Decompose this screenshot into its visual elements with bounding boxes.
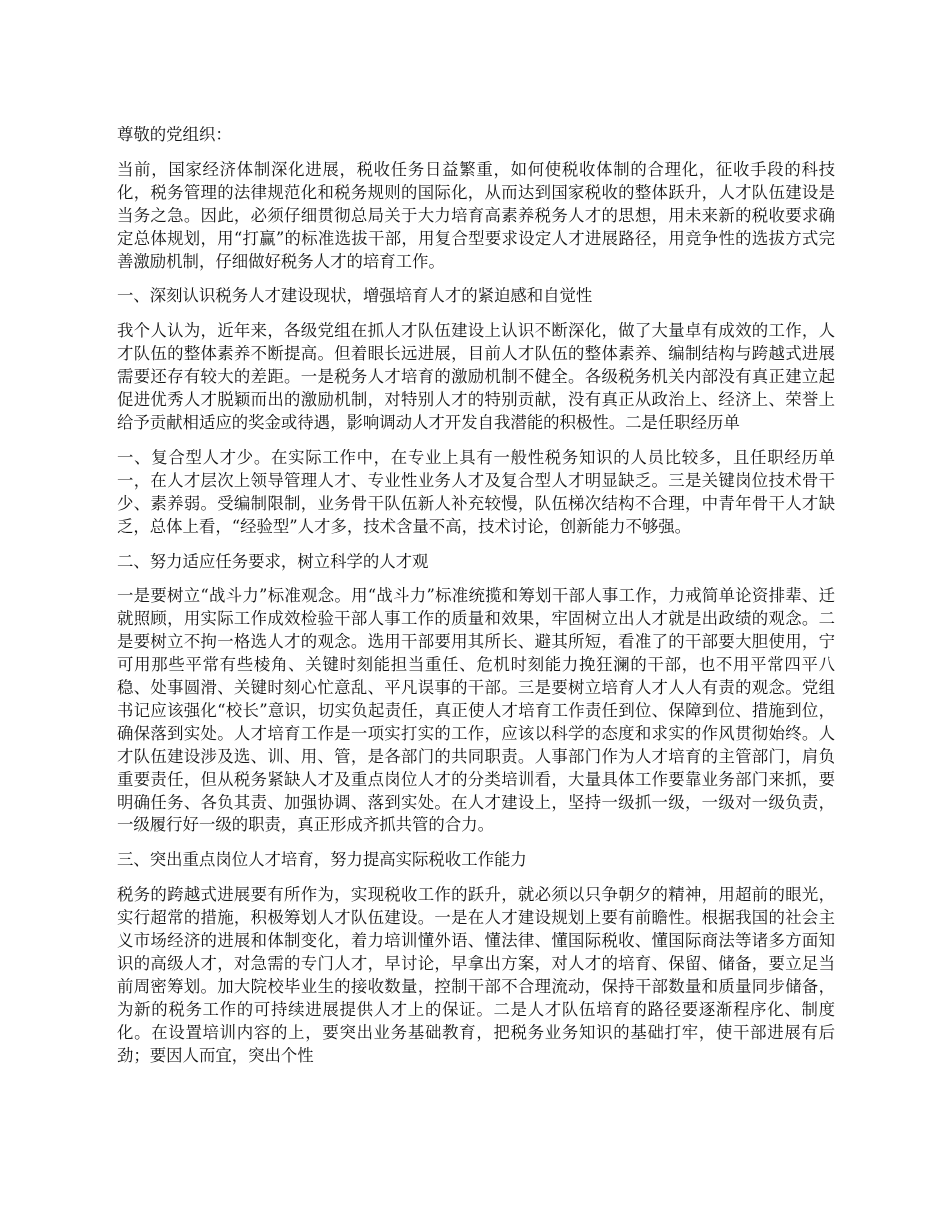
salutation: 尊敬的党组织： xyxy=(117,125,232,144)
document-body xyxy=(117,124,835,1080)
section-3-paragraph: 税务的跨越式进展要有所作为，实现税收工作的跃升，就必须以只争朝夕的精神，用超前的眼光，实行超常的措施，积极筹划人才队伍建设。一是在人才建设规划上要有前瞻性。根据我国的社会主义市场经济的进展和体制变化，着力培训懂外语、懂法律、懂国际税收、懂国际商法等诸多方面知识的高级人才，对急需的专门人才，早讨论，早拿出方案，对人才的培育、保留、储备，要立足当前周密筹划。加大院校毕业生的接收数量，控制干部不合理流动，保持干部数量和质量同步储备，为新的税务工作的可持续进展提供人才上的保证。二是人才队伍培育的路径要逐渐程序化、制度化。在设置培训内容的上，要突出业务基础教育，把税务业务知识的基础打牢，使干部进展有后劲；要因人而宜，突出个性 xyxy=(117,885,835,1065)
section-2-paragraph: 一是要树立“战斗力”标准观念。用“战斗力”标准统揽和筹划干部人事工作，力戒简单论资排辈、迁就照顾，用实际工作成效检验干部人事工作的质量和效果，牢固树立出人才就是出政绩的观念。二是要树立不拘一格选人才的观念。选用干部要用其所长、避其所短，看准了的干部要大胆使用，宁可用那些平常有些棱角、关键时刻能担当重任、危机时刻能力挽狂澜的干部，也不用平常四平八稳、处事圆滑、关键时刻心忙意乱、平凡误事的干部。三是要树立培育人才人人有责的观念。党组书记应该强化“校长”意识，切实负起责任，真正使人才培育工作责任到位、保障到位、措施到位，确保落到实处。人才培育工作是一项实打实的工作，应该以科学的态度和求实的作风贯彻始终。人才队伍建设涉及选、训、用、管，是各部门的共同职责。人事部门作为人才培育的主管部门，肩负重要责任，但从税务紧缺人才及重点岗位人才的分类培训看，大量具体工作要靠业务部门来抓，要明确任务、各负其责、加强协调、落到实处。在人才建设上，坚持一级抓一级，一级对一级负责，一级履行好一级的职责，真正形成齐抓共管的合力。 xyxy=(117,586,835,835)
section-1-continuation-paragraph: 一、复合型人才少。在实际工作中，在专业上具有一般性税务知识的人员比较多，且任职经历单一，在人才层次上领导管理人才、专业性业务人才及复合型人才明显缺乏。三是关键岗位技术骨干少、素养弱。受编制限制，业务骨干队伍新人补充较慢，队伍梯次结构不合理，中青年骨干人才缺乏，总体上看，“经验型”人才多，技术含量不高，技术讨论，创新能力不够强。 xyxy=(117,447,835,536)
section-heading-1: 一、深刻认识税务人才建设现状，增强培育人才的紧迫感和自觉性 xyxy=(117,286,593,306)
section-heading-3: 三、突出重点岗位人才培育，努力提高实际税收工作能力 xyxy=(117,850,527,870)
section-heading-2: 二、努力适应任务要求，树立科学的人才观 xyxy=(117,551,429,571)
intro-paragraph: 当前，国家经济体制深化进展，税收任务日益繁重，如何使税收体制的合理化，征收手段的科技化，税务管理的法律规范化和税务规则的国际化，从而达到国家税收的整体跃升，人才队伍建设是当务之急。因此，必须仔细贯彻总局关于大力培育高素养税务人才的思想，用未来新的税收要求确定总体规划，用“打赢”的标准选拔干部，用复合型要求设定人才进展路径，用竞争性的选拔方式完善激励机制，仔细做好税务人才的培育工作。 xyxy=(117,159,835,271)
section-1-paragraph: 我个人认为，近年来，各级党组在抓人才队伍建设上认识不断深化，做了大量卓有成效的工作，人才队伍的整体素养不断提高。但着眼长远进展，目前人才队伍的整体素养、编制结构与跨越式进展需要还存有较大的差距。一是税务人才培育的激励机制不健全。各级税务机关内部没有真正建立起促进优秀人才脱颖而出的激励机制，对特别人才的特别贡献，没有真正从政治上、经济上、荣誉上给予贡献相适应的奖金或待遇，影响调动人才开发自我潜能的积极性。二是任职经历单 xyxy=(117,321,835,432)
